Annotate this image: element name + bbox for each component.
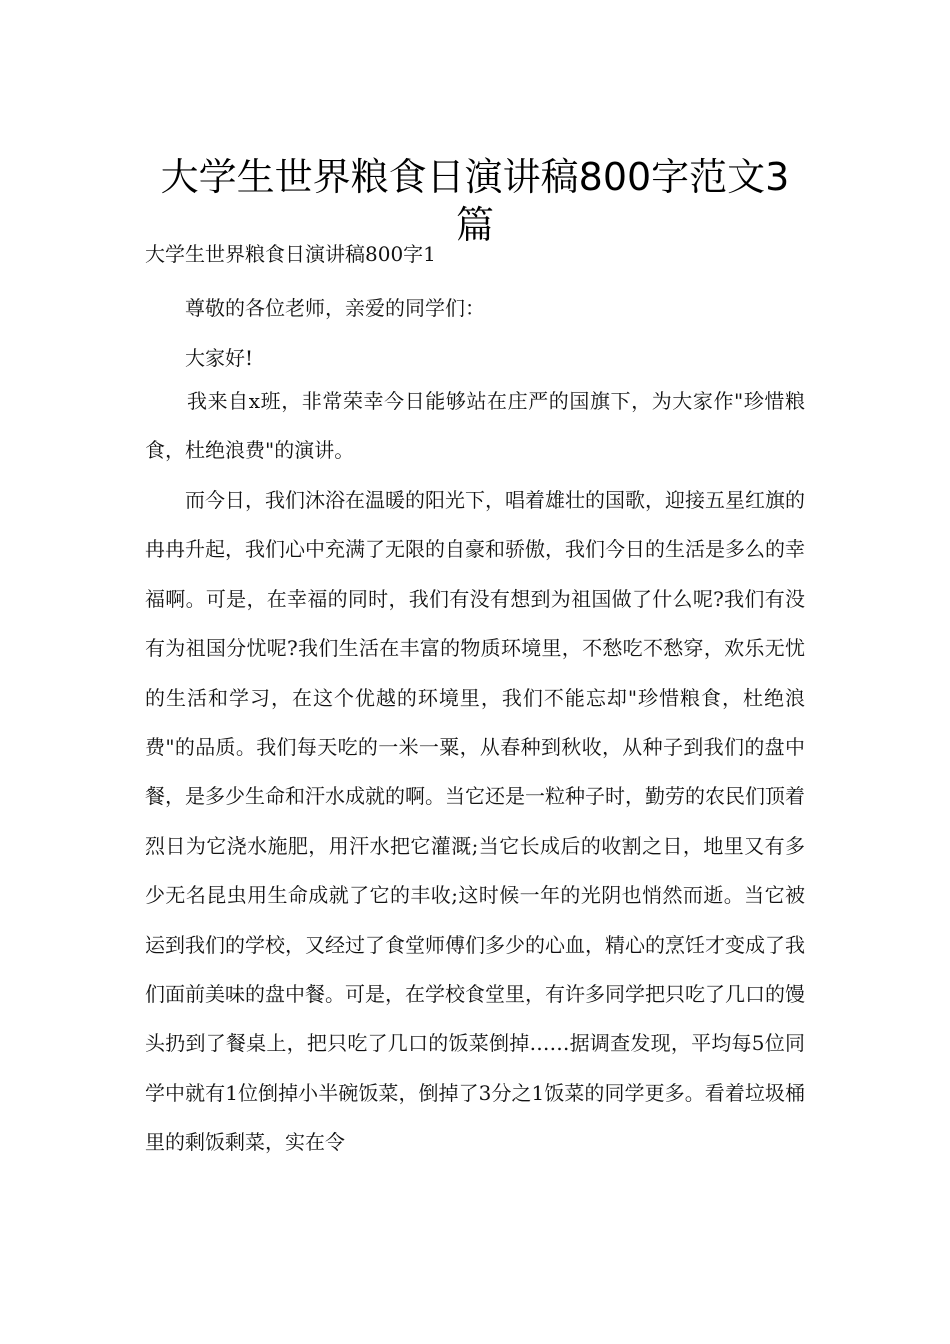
paragraph-greeting: 大家好! [185,346,254,370]
document-title: 大学生世界粮食日演讲稿800字范文3篇 [160,155,790,248]
paragraph-salutation: 尊敬的各位老师，亲爱的同学们： [185,296,485,320]
paragraph-body: 而今日，我们沐浴在温暖的阳光下，唱着雄壮的国歌，迎接五星红旗的冉冉升起，我们心中充满了无限的自豪和骄傲，我们今日的生活是多么的幸福啊。可是，在幸福的同时，我们有没有想到为祖国做了什么呢?我们有没有为祖国分忧呢?我们生活在丰富的物质环境里，不愁吃不愁穿，欢乐无忧的生活和学习，在这个优越的环境里，我们不能忘却"珍惜粮食，杜绝浪费"的品质。我们每天吃的一米一粟，从春种到秋收，从种子到我们的盘中餐，是多少生命和汗水成就的啊。当它还是一粒种子时，勤劳的农民们顶着烈日为它浇水施肥，用汗水把它灌溉;当它长成后的收割之日，地里又有多少无名昆虫用生命成就了它的丰收;这时候一年的光阴也悄然而逝。当它被运到我们的学校，又经过了食堂师傅们多少的心血，精心的烹饪才变成了我们面前美味的盘中餐。可是，在学校食堂里，有许多同学把只吃了几口的馒头扔到了餐桌上，把只吃了几口的饭菜倒掉……据调查发现，平均每5位同学中就有1位倒掉小半碗饭菜，倒掉了3分之1饭菜的同学更多。看着垃圾桶里的剩饭剩菜，实在令 [145,488,805,1155]
paragraph-introduction: 我来自x班，非常荣幸今日能够站在庄严的国旗下，为大家作"珍惜粮食，杜绝浪费"的演讲。 [145,389,805,463]
section-heading: 大学生世界粮食日演讲稿800字1 [145,242,436,266]
